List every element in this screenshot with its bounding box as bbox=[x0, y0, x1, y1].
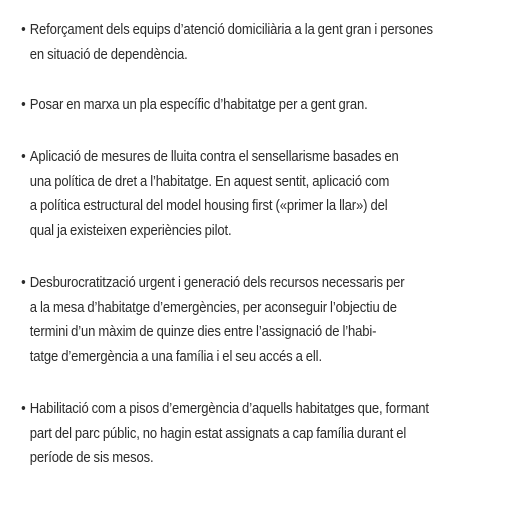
bullet-icon: • bbox=[21, 274, 26, 291]
list-item-line: període de sis mesos. bbox=[29, 449, 154, 466]
list-item-line: a política estructural del model housing first («primer la llar») del bbox=[29, 197, 388, 214]
list-item-line: una política de dret a l’habitatge. En aquest sentit, aplicació com bbox=[29, 172, 390, 190]
list-item bbox=[22, 271, 426, 369]
list-item-line: Desburocratització urgent i generació dels recursos necessaris per bbox=[29, 274, 405, 291]
list-item-line: Posar en marxa un pla específic d’habitatge per a gent gran. bbox=[29, 96, 368, 113]
list-item bbox=[22, 145, 426, 243]
bullet-icon: • bbox=[21, 96, 26, 113]
list-item-line: Habilitació com a pisos d’emergència d’aquells habitatges que, formant bbox=[29, 400, 429, 417]
list-item bbox=[21, 18, 433, 67]
list-item-line: Reforçament dels equips d’atenció domiciliària a la gent gran i persones bbox=[29, 21, 433, 38]
list-item-line: a la mesa d’habitatge d’emergències, per aconseguir l’objectiu de bbox=[29, 298, 397, 316]
bullet-icon: • bbox=[21, 21, 26, 38]
list-item bbox=[21, 397, 429, 471]
list-item bbox=[22, 93, 426, 118]
list-item-line: part del parc públic, no hagin estat assignats a cap família durant el bbox=[29, 424, 407, 442]
list-item-line: Aplicació de mesures de lluita contra el sensellarisme basades en bbox=[29, 148, 399, 165]
bullet-icon: • bbox=[21, 400, 26, 417]
list-item-line: tatge d’emergència a una família i el seu accés a ell. bbox=[29, 347, 322, 365]
list-item-line: qual ja existeixen experiències pilot. bbox=[29, 221, 232, 239]
bullet-icon: • bbox=[21, 148, 26, 165]
list-item-line: termini d’un màxim de quinze dies entre l’assignació de l’habi- bbox=[29, 323, 377, 340]
list-item-line: en situació de dependència. bbox=[29, 45, 188, 63]
